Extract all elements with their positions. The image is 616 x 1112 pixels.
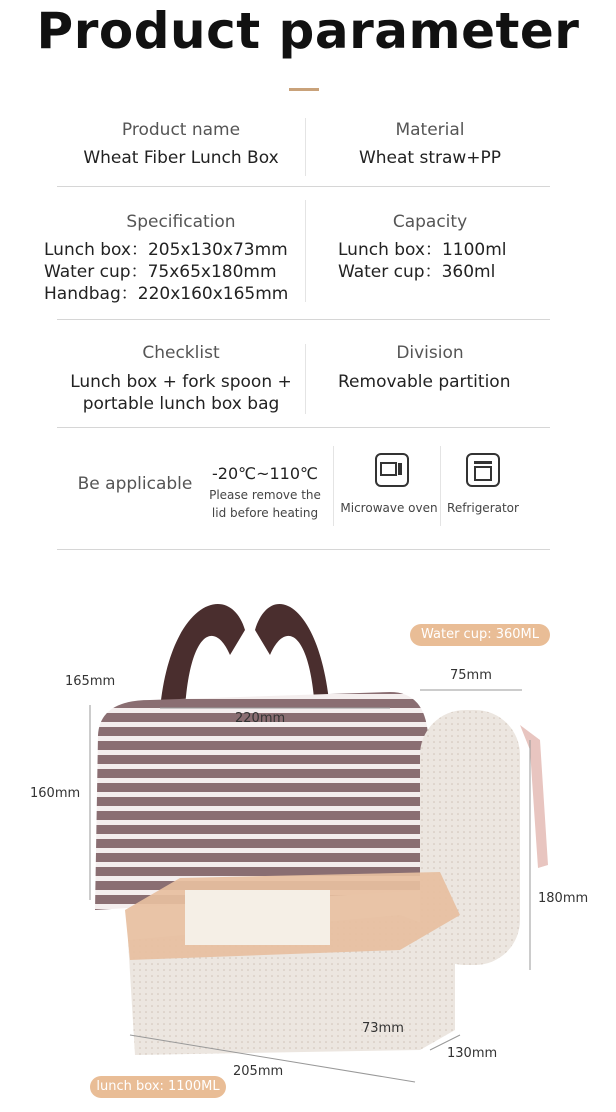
specification-label: Specification xyxy=(126,212,236,232)
separator-3 xyxy=(57,427,550,428)
heating-note-line-2: lid before heating xyxy=(211,506,319,520)
temperature-range: -20℃~110℃ xyxy=(211,464,318,483)
dim-cup-height: 180mm xyxy=(538,891,589,906)
page-title: Product parameter xyxy=(36,2,580,60)
division-value: Removable partition xyxy=(338,372,511,392)
title-underline xyxy=(289,88,319,91)
water-cup-capacity-badge: Water cup: 360ML xyxy=(410,624,550,646)
checklist-line-2: portable lunch box bag xyxy=(82,394,280,414)
separator-2 xyxy=(57,319,550,320)
row4-divider-2 xyxy=(440,446,441,526)
bag-handle-left xyxy=(160,604,245,710)
material-label: Material xyxy=(395,120,465,140)
dim-bag-height: 160mm xyxy=(30,786,81,801)
capacity-lunch-box: Lunch box：1100ml xyxy=(338,240,507,260)
spec-water-cup: Water cup：75x65x180mm xyxy=(44,262,277,282)
microwave-icon xyxy=(375,453,409,487)
material-value: Wheat straw+PP xyxy=(358,148,502,168)
separator-4 xyxy=(57,549,550,550)
lunch-box-capacity-badge: lunch box: 1100ML xyxy=(90,1076,226,1098)
dim-bag-depth: 165mm xyxy=(65,674,116,689)
applicable-label: Be applicable xyxy=(77,474,193,494)
dim-box-height: 73mm xyxy=(362,1021,404,1036)
refrigerator-icon xyxy=(466,453,500,487)
product-name-label: Product name xyxy=(121,120,241,140)
product-name-value: Wheat Fiber Lunch Box xyxy=(83,148,279,168)
checklist-label: Checklist xyxy=(142,343,220,363)
lunch-box-label xyxy=(185,890,330,945)
microwave-label: Microwave oven xyxy=(340,501,438,515)
separator-1 xyxy=(57,186,550,187)
spec-lunch-box: Lunch box：205x130x73mm xyxy=(44,240,288,260)
dim-box-length: 205mm xyxy=(233,1064,284,1079)
dim-bag-width: 220mm xyxy=(235,711,286,726)
heating-note xyxy=(203,486,327,522)
capacity-label: Capacity xyxy=(392,212,468,232)
dim-box-depth: 130mm xyxy=(447,1046,498,1061)
spec-handbag: Handbag：220x160x165mm xyxy=(44,284,289,304)
water-cup-strap xyxy=(520,725,548,868)
checklist-line-1: Lunch box + fork spoon + xyxy=(70,372,292,392)
capacity-value xyxy=(338,239,548,283)
row4-divider-1 xyxy=(333,446,334,526)
refrigerator-label: Refrigerator xyxy=(447,501,519,515)
heating-note-line-1: Please remove the xyxy=(209,488,321,502)
dim-cup-diameter: 75mm xyxy=(450,668,492,683)
bag-handle-right xyxy=(255,604,330,710)
checklist-value xyxy=(57,371,305,415)
capacity-water-cup: Water cup：360ml xyxy=(338,262,496,282)
division-label: Division xyxy=(396,343,464,363)
specification-value xyxy=(44,239,306,305)
